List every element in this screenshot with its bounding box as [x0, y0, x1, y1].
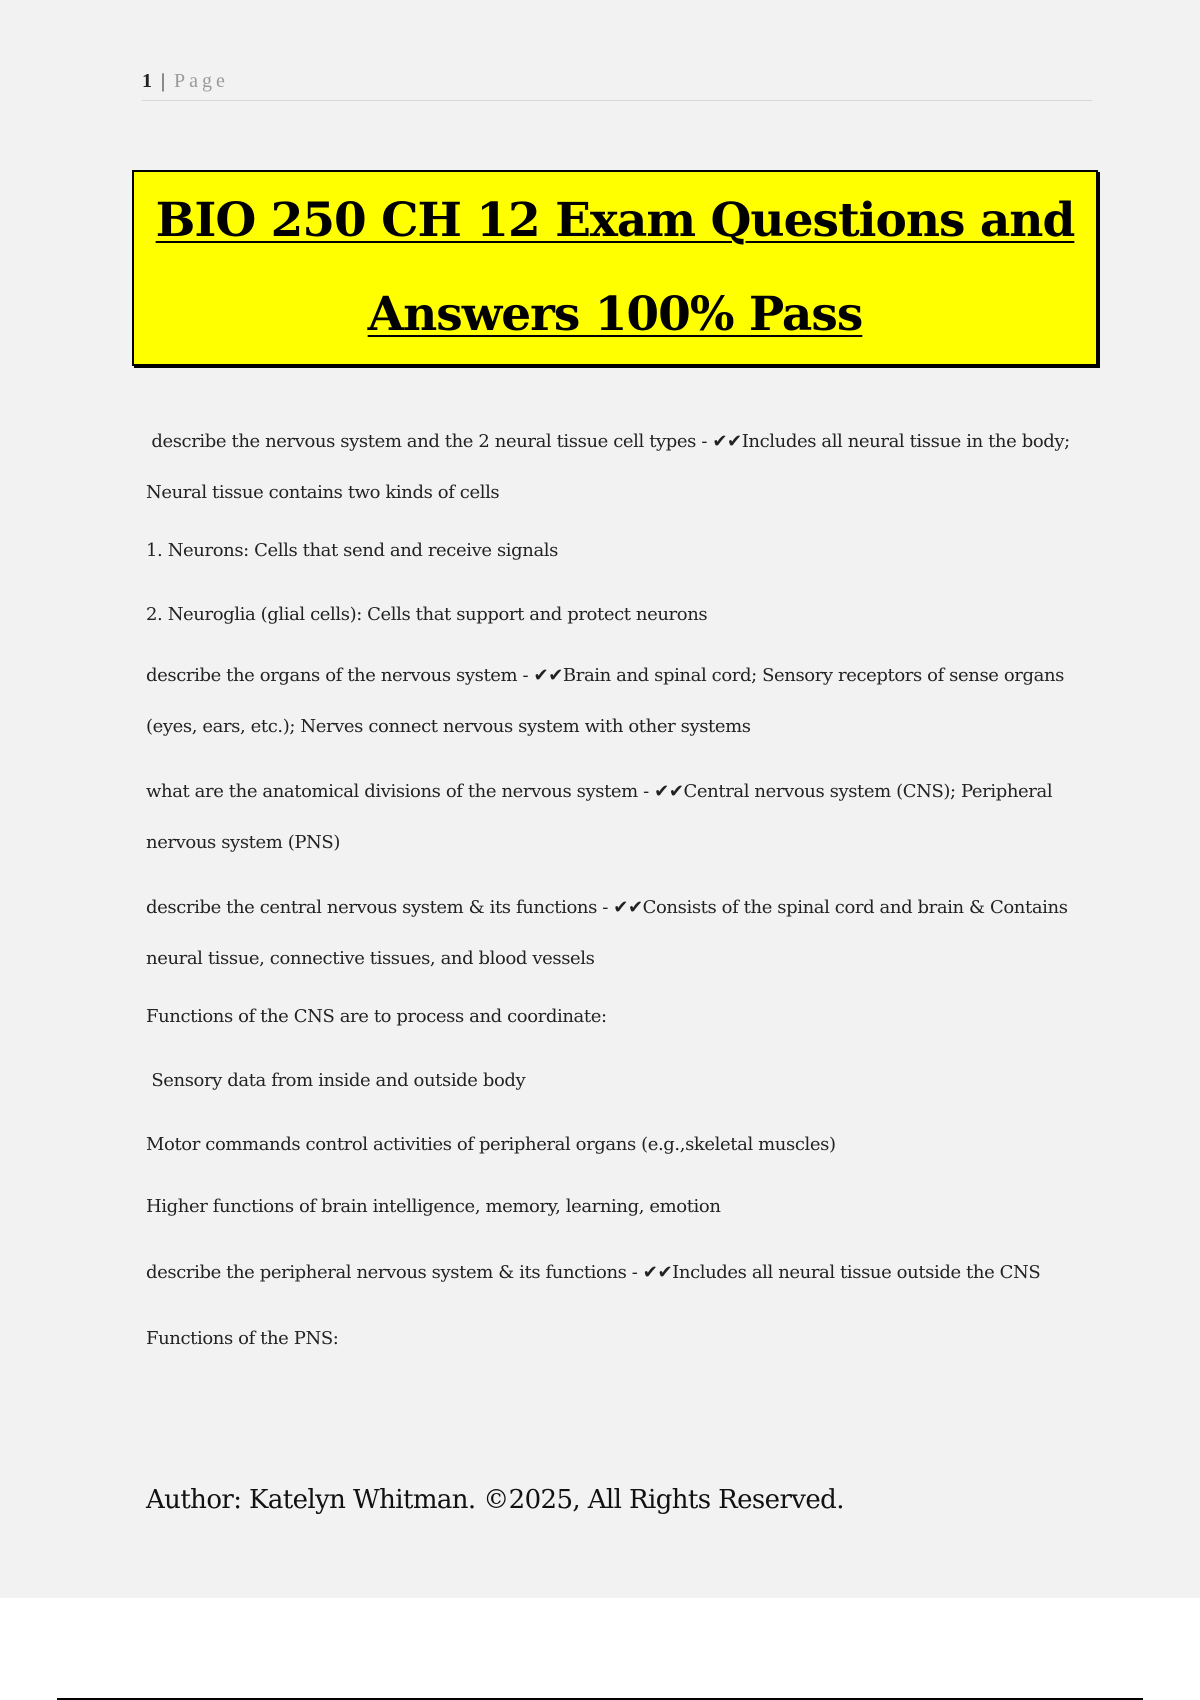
title-banner [132, 170, 1098, 366]
qa-paragraph: describe the organs of the nervous system - ✔✔Brain and spinal cord; Sensory receptors of sense organs (eyes, ears, etc.); Nerves connect nervous system with other systems [146, 665, 1064, 737]
page-separator: | [161, 70, 166, 92]
qa-paragraph: what are the anatomical divisions of the nervous system - ✔✔Central nervous system (CNS); Peripheral nervous system (PNS) [146, 781, 1053, 853]
list-item: 1. Neurons: Cells that send and receive signals [146, 540, 558, 561]
text-line: Higher functions of brain intelligence, memory, learning, emotion [146, 1196, 721, 1217]
text-line: Sensory data from inside and outside body [146, 1070, 526, 1091]
page-label: Page [174, 70, 229, 92]
title-line-2: Answers 100% Pass [367, 287, 863, 342]
page-header [142, 70, 1092, 101]
qa-paragraph: describe the central nervous system & its functions - ✔✔Consists of the spinal cord and brain & Contains neural tissue, connective tissues, and blood vessels [146, 897, 1068, 969]
author-line: Author: Katelyn Whitman. ©2025, All Rights Reserved. [146, 1485, 844, 1515]
text-line: Functions of the PNS: [146, 1328, 339, 1349]
title-line-1: BIO 250 CH 12 Exam Questions and [155, 193, 1075, 248]
page-number: 1 [142, 70, 152, 92]
list-item: 2. Neuroglia (glial cells): Cells that support and protect neurons [146, 604, 708, 625]
document-body [146, 428, 1096, 1372]
qa-paragraph: describe the nervous system and the 2 neural tissue cell types - ✔✔Includes all neural tissue in the body; Neural tissue contains two kinds of cells [146, 431, 1076, 503]
text-line: Motor commands control activities of peripheral organs (e.g.,skeletal muscles) [146, 1134, 836, 1155]
qa-paragraph: describe the peripheral nervous system & its functions - ✔✔Includes all neural tissue outside the CNS [146, 1262, 1041, 1283]
text-line: Functions of the CNS are to process and coordinate: [146, 1006, 607, 1027]
